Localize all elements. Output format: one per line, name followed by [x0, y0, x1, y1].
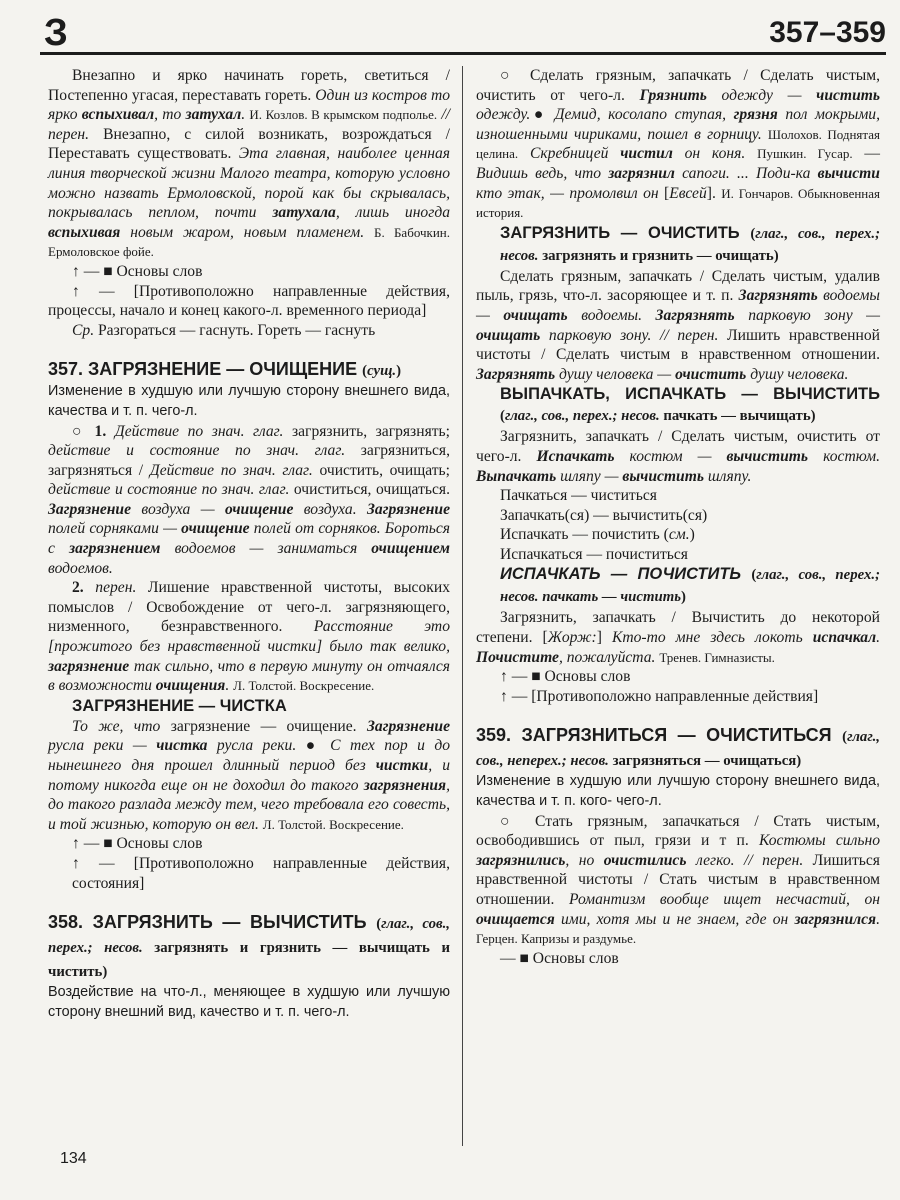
- right-column-paragraph: ЗАГРЯЗНИТЬ — ОЧИСТИТЬ (глаг., сов., перех.; несов. загрязнять и грязнить — очищать): [500, 223, 881, 264]
- right-column-paragraph: ○ Сделать грязным, запачкать / Сделать чистым, очистить от чего-л. Грязнить одежду — чистить одежду.● Демид, косолапо ступая, грязня пол мокрыми, изношенными чириками, пошел в горницу. Шолохов. Поднятая целина. Скребницей чистил он коня. Пушкин. Гусар. — Видишь ведь, что загрязнил сапоги. ... Поди-ка вычисти кто этак, — промолвил он [Евсей]. И. Гончаров. Обыкновенная история.: [476, 67, 881, 221]
- right-column-paragraph: ИСПАЧКАТЬ — ПОЧИСТИТЬ (глаг., сов., перех.; несов. пачкать — чистить): [500, 565, 881, 606]
- left-column-paragraph: 2. перен. Лишение нравственной чистоты, высоких помыслов / Освобождение от чего-л. загрязняющего, низменного, безнравственного. Расстояние это [прожитого без нравственной чистки] было так велико, загрязнение так сильно, что в первую минуту он отчаялся в возможности очищения. Л. Толстой. Воскресение.: [48, 579, 450, 695]
- right-column-paragraph: Загрязнить, запачкать / Сделать чистым, очистить от чего-л. Испачкать костюм — вычистить костюм. Выпачкать шляпу — вычистить шляпу.: [476, 428, 880, 485]
- right-column-paragraph: — ■ Основы слов: [500, 949, 619, 967]
- page-number: 134: [60, 1150, 87, 1167]
- entry-range: 357–359: [769, 16, 886, 49]
- column-divider: [462, 66, 463, 1146]
- left-column-paragraph: ↑ — ■ Основы слов: [72, 835, 203, 853]
- left-column-paragraph: То же, что загрязнение — очищение. Загрязнение русла реки — чистка русла реки. ● С тех пор и до нынешнего дня прошел длинный период без чистки, и потому никогда еще он не доходил до такого загрязнения, до такого разлада между тем, чего требовала его совесть, и той жизнью, которую он вел. Л. Толстой. Воскресение.: [48, 717, 451, 833]
- running-header: [40, 12, 886, 55]
- right-column-paragraph: Запачкать(ся) — вычистить(ся): [500, 506, 708, 524]
- left-column-paragraph: Изменение в худшую или лучшую сторону внешнего вида, качества и т. п. чего-л.: [48, 383, 450, 419]
- right-column-paragraph: ВЫПАЧКАТЬ, ИСПАЧКАТЬ — ВЫЧИСТИТЬ (глаг., сов., перех.; несов. пачкать — вычищать): [500, 385, 880, 425]
- left-column-paragraph: ↑ — ■ Основы слов: [72, 262, 203, 280]
- left-column-paragraph: Внезапно и ярко начинать гореть, светиться / Постепенно угасая, переставать гореть. Один из костров то ярко вспыхивал, то затухал. И. Козлов. В крымском подполье. // перен. Внезапно, с силой возникать, возрождаться / Переставать существовать. Эта главная, наиболее ценная линия творческой жизни Малого театра, которую условно можно назвать Ермоловской, порой как бы скрывалась, покрывалась пеплом, почти затухала, лишь иногда вспыхивая новым жаром, новым пламенем. Б. Бабочкин. Ермоловское фойе.: [48, 67, 451, 260]
- left-column-paragraph: ЗАГРЯЗНЕНИЕ — ЧИСТКА: [72, 696, 287, 715]
- left-column-paragraph: Воздействие на что-л., меняющее в худшую или лучшую сторону внешний вид, качество и т. п. чего-л.: [48, 984, 450, 1020]
- left-column-paragraph: ○ 1. Действие по знач. глаг. загрязнить, загрязнять; действие и состояние по знач. глаг. загрязниться, загрязняться / Действие по знач. глаг. очистить, очищать; действие и состояние по знач. глаг. очиститься, очищаться. Загрязнение воздуха — очищение воздуха. Загрязнение полей сорняками — очищение полей от сорняков. Бороться с загрязнением водоемов — заниматься очищением водоемов.: [48, 422, 450, 577]
- right-column-paragraph: Изменение в худшую или лучшую сторону внешнего вида, качества и т. п. кого- чего-л.: [476, 773, 880, 810]
- right-column-paragraph: Испачкаться — почиститься: [500, 545, 688, 563]
- right-column-paragraph: Пачкаться — чиститься: [500, 487, 657, 505]
- left-column: [48, 66, 450, 1022]
- right-column-paragraph: ○ Стать грязным, запачкаться / Стать чистым, освободившись от пыл, грязи и т п. Костюмы сильно загрязнились, но очистились легко. // перен. Лишиться нравственной чистоты / Стать чистым в нравственном отношении. Романтизм вообще ищет несчастий, он очищается ими, хотя мы и не знаем, где он загрязнился. Герцен. Капризы и раздумье.: [476, 812, 881, 947]
- left-column-paragraph: ↑ — [Противоположно направленные действия, процессы, начало и конец какого-л. временного периода]: [48, 282, 450, 320]
- section-letter: З: [44, 12, 68, 54]
- right-column-paragraph: 359. ЗАГРЯЗНИТЬСЯ — ОЧИСТИТЬСЯ (глаг., сов., неперех.; несов. загрязняться — очищаться): [476, 725, 880, 770]
- right-column-paragraph: ↑ — ■ Основы слов: [500, 668, 631, 686]
- right-column-paragraph: ↑ — [Противоположно направленные действия]: [500, 687, 819, 705]
- left-column-paragraph: ↑ — [Противоположно направленные действия, состояния]: [72, 854, 450, 892]
- left-column-paragraph: 358. ЗАГРЯЗНИТЬ — ВЫЧИСТИТЬ (глаг., сов., перех.; несов. загрязнять и грязнить — вычищать и чистить): [48, 912, 450, 981]
- right-column-paragraph: Загрязнить, запачкать / Вычистить до некоторой степени. [Жорж:] Кто-то мне здесь локоть испачкал. Почистите, пожалуйста. Тренев. Гимназисты.: [476, 609, 880, 666]
- right-column: [476, 66, 880, 968]
- right-column-paragraph: Сделать грязным, запачкать / Сделать чистым, удалив пыль, грязь, что-л. засоряющее и т. п. Загрязнять водоемы — очищать водоемы. Загрязнять парковую зону — очищать парковую зону. // перен. Лишить нравственной чистоты / Сделать чистым в нравственном отношении. Загрязнять душу человека — очистить душу человека.: [476, 267, 880, 383]
- left-column-paragraph: 357. ЗАГРЯЗНЕНИЕ — ОЧИЩЕНИЕ (сущ.): [48, 359, 402, 380]
- right-column-paragraph: Испачкать — почистить (см.): [500, 526, 695, 544]
- left-column-paragraph: Ср. Разгораться — гаснуть. Гореть — гаснуть: [72, 321, 376, 339]
